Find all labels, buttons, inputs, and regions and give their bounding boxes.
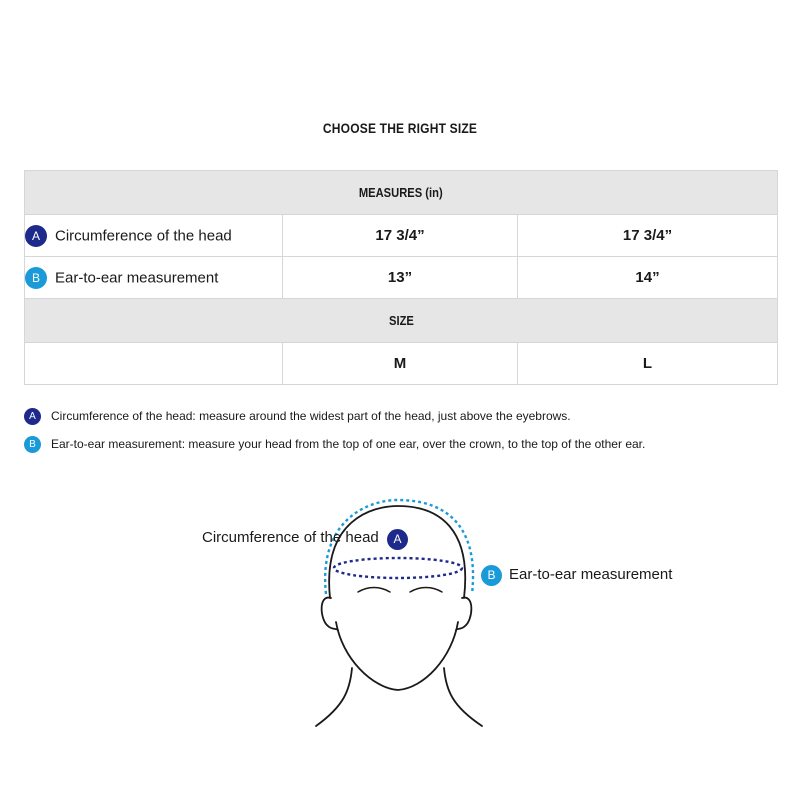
page-title: CHOOSE THE RIGHT SIZE xyxy=(322,120,478,136)
note-b xyxy=(24,434,784,454)
diagram-badge-b: B xyxy=(481,565,502,586)
table-row xyxy=(25,215,778,257)
row-label-cell xyxy=(25,215,283,257)
neck-left xyxy=(316,668,352,726)
badge-b: B xyxy=(25,267,47,289)
row-label: Circumference of the head xyxy=(55,227,232,244)
row-label: Ear-to-ear measurement xyxy=(55,269,219,286)
table-row xyxy=(25,257,778,299)
empty-cell xyxy=(25,343,283,385)
note-text: Circumference of the head: measure around the widest part of the head, just above the eyebrows. xyxy=(51,409,571,423)
note-text: Ear-to-ear measurement: measure your head from the top of one ear, over the crown, to the top of the other ear. xyxy=(51,437,646,451)
badge-b: B xyxy=(24,436,41,453)
measures-header: MEASURES (in) xyxy=(25,171,778,215)
size-l: L xyxy=(518,343,778,385)
neck-right xyxy=(444,668,482,726)
circumference-line xyxy=(334,558,462,578)
left-eyebrow xyxy=(358,588,390,593)
jaw xyxy=(336,622,458,690)
right-eyebrow xyxy=(410,588,442,593)
measure-value-m: 13” xyxy=(283,257,518,299)
badge-a: A xyxy=(25,225,47,247)
measurement-notes xyxy=(24,406,784,462)
measures-header-row xyxy=(25,171,778,215)
left-ear xyxy=(322,598,338,630)
measure-value-l: 17 3/4” xyxy=(518,215,778,257)
diagram-label-b: Ear-to-ear measurement xyxy=(509,566,673,583)
head-outline xyxy=(329,506,465,598)
head-measurement-diagram xyxy=(0,480,800,800)
diagram-badge-a: A xyxy=(387,529,408,550)
badge-a: A xyxy=(24,408,41,425)
note-a xyxy=(24,406,784,426)
row-label-cell xyxy=(25,257,283,299)
size-m: M xyxy=(283,343,518,385)
size-header: SIZE xyxy=(25,299,778,343)
measure-value-m: 17 3/4” xyxy=(283,215,518,257)
diagram-label-a: Circumference of the head xyxy=(202,529,379,546)
size-chart-table xyxy=(24,170,778,385)
head-illustration xyxy=(0,480,800,800)
size-header-row xyxy=(25,299,778,343)
measure-value-l: 14” xyxy=(518,257,778,299)
size-row xyxy=(25,343,778,385)
